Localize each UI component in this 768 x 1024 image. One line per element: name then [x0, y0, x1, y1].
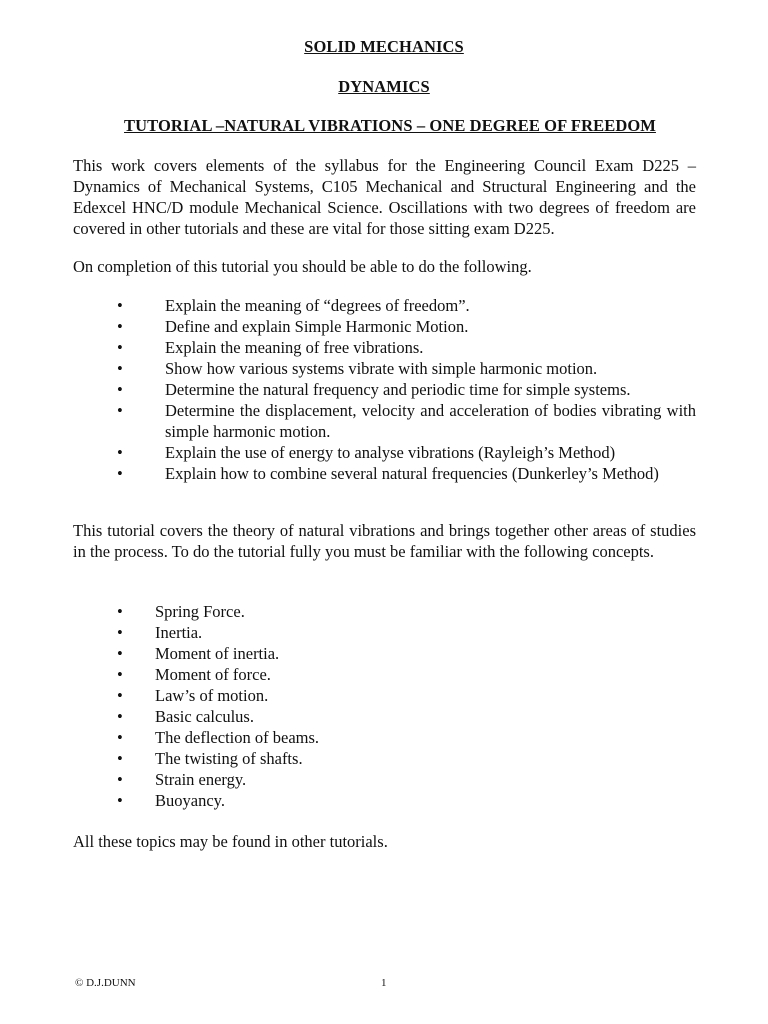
bullet-icon: •: [117, 707, 123, 726]
bullet-icon: •: [117, 380, 123, 399]
bullet-icon: •: [117, 623, 123, 642]
list-item: • The deflection of beams.: [117, 728, 320, 747]
list-item: • Explain the meaning of free vibrations.: [117, 338, 424, 357]
bullet-icon: •: [117, 749, 123, 768]
list-item: • Buoyancy.: [117, 791, 225, 810]
bullet-icon: •: [117, 686, 123, 705]
list-item: • Define and explain Simple Harmonic Motion.: [117, 317, 469, 336]
list-item: • Moment of force.: [117, 665, 271, 684]
concepts-intro-paragraph: This tutorial covers the theory of natural vibrations and brings together other areas of studies in the process. To do the tutorial fully you must be familiar with the following concepts.: [73, 521, 696, 561]
tutorial-title: TUTORIAL –NATURAL VIBRATIONS – ONE DEGREE OF FREEDOM: [124, 116, 656, 135]
objectives-list: [73, 295, 696, 484]
bullet-icon: •: [117, 602, 123, 621]
document-title: SOLID MECHANICS: [304, 37, 464, 56]
list-item: • Determine the displacement, velocity and acceleration of bodies vibrating with simple harmonic motion.: [117, 401, 696, 441]
list-item: • Strain energy.: [117, 770, 247, 789]
list-item: • Inertia.: [117, 623, 203, 642]
bullet-icon: •: [117, 665, 123, 684]
list-item: • The twisting of shafts.: [117, 749, 303, 768]
closing-paragraph: All these topics may be found in other tutorials.: [73, 832, 388, 851]
bullet-icon: •: [117, 770, 123, 789]
list-item: • Explain how to combine several natural frequencies (Dunkerley’s Method): [117, 464, 659, 483]
bullet-icon: •: [117, 791, 123, 810]
bullet-icon: •: [117, 296, 123, 315]
bullet-icon: •: [117, 728, 123, 747]
list-item: • Explain the use of energy to analyse vibrations (Rayleigh’s Method): [117, 443, 616, 462]
bullet-icon: •: [117, 443, 123, 462]
list-item: • Law’s of motion.: [117, 686, 269, 705]
bullet-icon: •: [117, 644, 123, 663]
bullet-icon: •: [117, 359, 123, 378]
completion-paragraph: On completion of this tutorial you should be able to do the following.: [73, 257, 532, 276]
list-item: • Spring Force.: [117, 602, 245, 621]
bullet-icon: •: [117, 401, 123, 420]
section-title: DYNAMICS: [338, 77, 430, 96]
list-item: • Moment of inertia.: [117, 644, 280, 663]
bullet-icon: •: [117, 464, 123, 483]
intro-paragraph: This work covers elements of the syllabus for the Engineering Council Exam D225 – Dynamics of Mechanical Systems, C105 Mechanical and Structural Engineering and the Edexcel HNC/D module Mechanical Science. Oscillations with two degrees of freedom are covered in other tutorials and these are vital for those sitting exam D225.: [73, 156, 696, 238]
list-item: • Show how various systems vibrate with simple harmonic motion.: [117, 359, 598, 378]
footer-copyright: © D.J.DUNN: [75, 977, 136, 989]
concepts-list: [73, 601, 696, 811]
page-number: 1: [381, 977, 387, 989]
bullet-icon: •: [117, 338, 123, 357]
list-item: • Determine the natural frequency and periodic time for simple systems.: [117, 380, 631, 399]
list-item: • Basic calculus.: [117, 707, 254, 726]
list-item: • Explain the meaning of “degrees of freedom”.: [117, 296, 470, 315]
bullet-icon: •: [117, 317, 123, 336]
